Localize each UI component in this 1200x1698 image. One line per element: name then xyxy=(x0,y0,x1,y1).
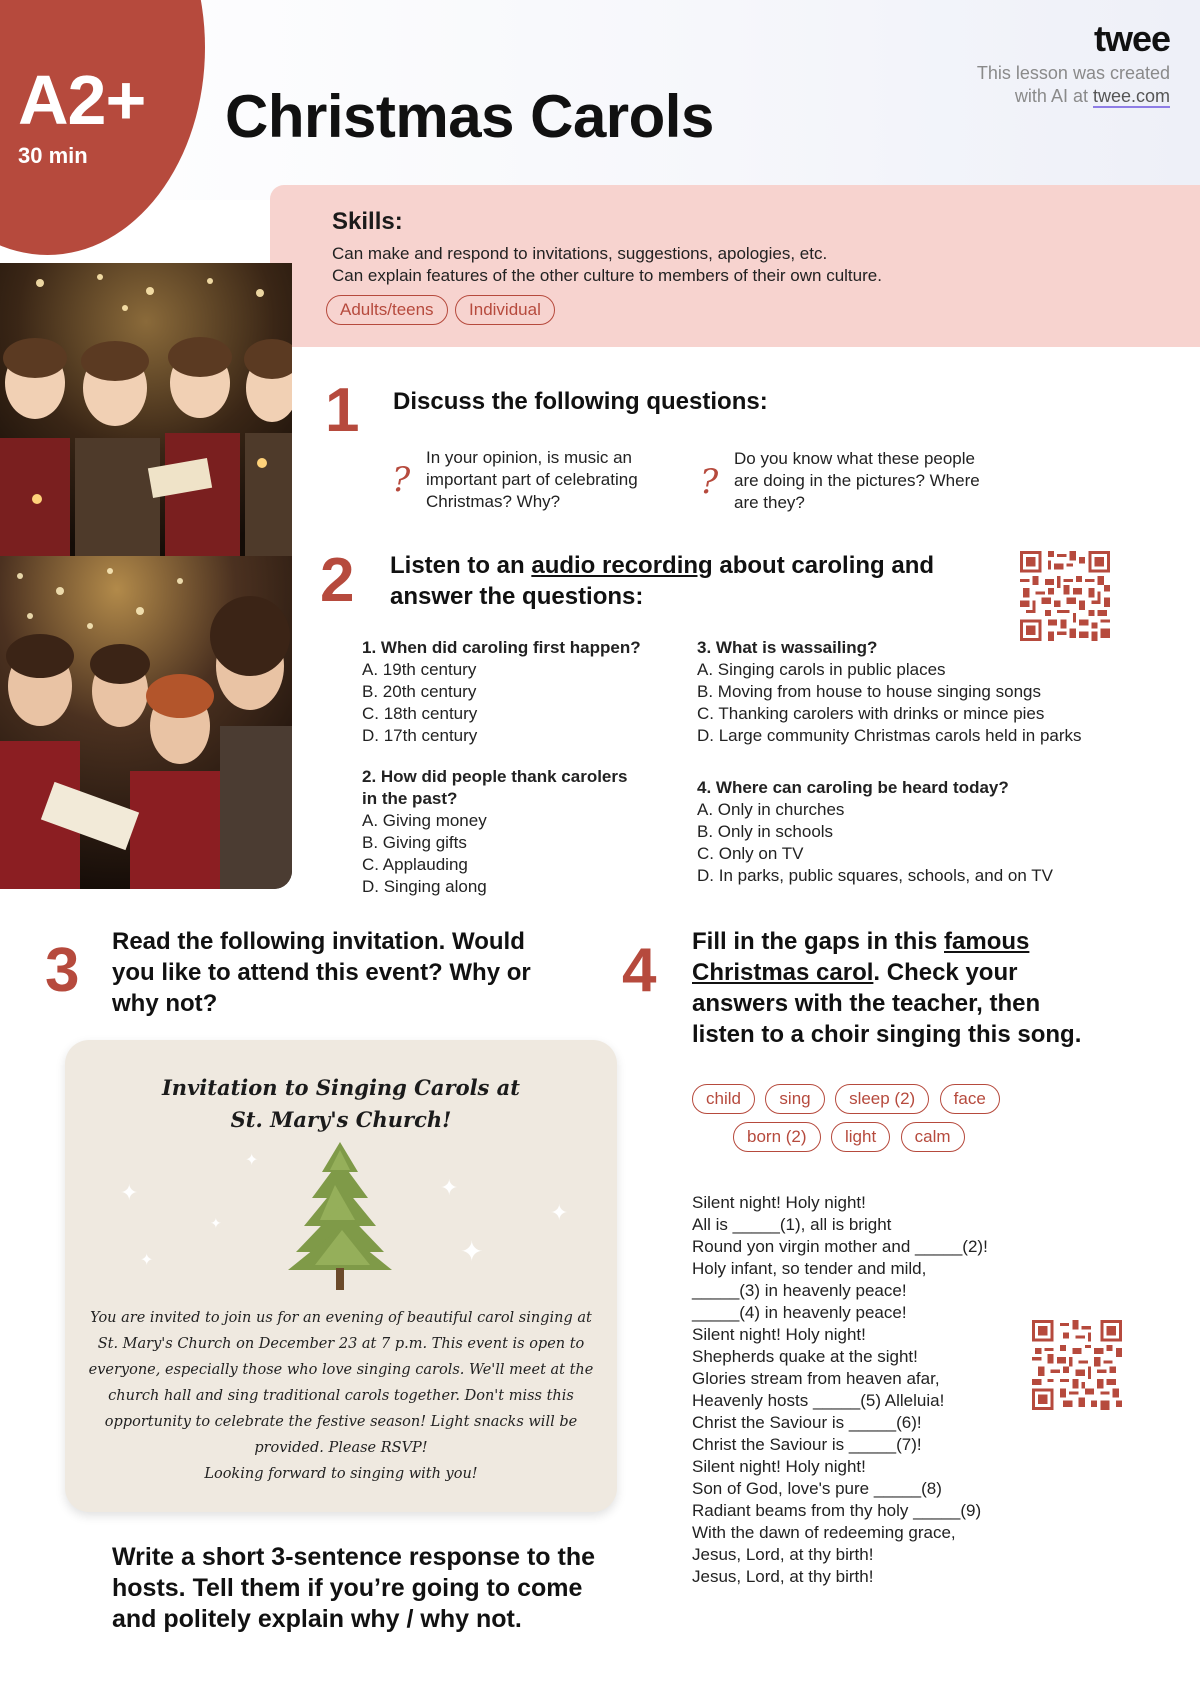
section-1-heading: Discuss the following questions: xyxy=(393,388,768,415)
question-mark-icon: ? xyxy=(700,462,719,502)
answer-option: B. Only in schools xyxy=(697,822,834,841)
lyric-line: Christ the Saviour is _____(7)! xyxy=(692,1435,922,1454)
writing-task-line: hosts. Tell them if you’re going to come xyxy=(112,1574,583,1602)
skill-tags xyxy=(326,295,555,325)
discussion-question-2 xyxy=(734,448,980,514)
lyric-line: Jesus, Lord, at thy birth! xyxy=(692,1567,874,1586)
answer-option: C. Only on TV xyxy=(697,844,804,863)
lyric-line: Christ the Saviour is _____(6)! xyxy=(692,1413,922,1432)
question-text: 3. What is wassailing? xyxy=(697,638,878,657)
page-title: Christmas Carols xyxy=(225,83,714,150)
question-line: are they? xyxy=(734,493,805,512)
heading-text: . Check your xyxy=(873,959,1018,986)
invitation-body xyxy=(88,1305,594,1487)
lyric-line: Heavenly hosts _____(5) Alleluia! xyxy=(692,1391,945,1410)
snowflake-icon: ✦ xyxy=(140,1252,154,1269)
answer-option: C. 18th century xyxy=(362,704,478,723)
answer-option: A. Singing carols in public places xyxy=(697,660,946,679)
heading-text: about caroling and xyxy=(712,552,935,579)
adults-caroling-photo xyxy=(0,556,292,889)
famous-carol-link[interactable]: famous xyxy=(944,928,1030,955)
heading-text: Listen to an xyxy=(390,552,532,579)
section-4-number: 4 xyxy=(622,936,657,1005)
invitation-line: Looking forward to singing with you! xyxy=(204,1466,478,1482)
lyric-line: Radiant beams from thy holy _____(9) xyxy=(692,1501,982,1520)
answer-option: D. 17th century xyxy=(362,726,478,745)
twee-link[interactable]: twee.com xyxy=(1092,86,1170,106)
answer-option: D. In parks, public squares, schools, and on TV xyxy=(697,866,1053,885)
lyric-line: Round yon virgin mother and _____(2)! xyxy=(692,1237,988,1256)
invitation-line: You are invited to join us for an evening of beautiful carol singing at xyxy=(90,1310,592,1326)
question-line: In your opinion, is music an xyxy=(426,448,632,467)
lyric-line: _____(3) in heavenly peace! xyxy=(692,1281,907,1300)
heading-text: answer the questions: xyxy=(390,583,644,610)
word-bank-row-1 xyxy=(692,1084,1172,1114)
invitation-line: opportunity to celebrate the festive season! Light snacks will be xyxy=(104,1414,578,1430)
word-bank-word: child xyxy=(692,1084,755,1114)
heading-text: you like to attend this event? Why or xyxy=(112,959,531,986)
answer-option: D. Singing along xyxy=(362,877,487,896)
children-singing-photo xyxy=(0,263,292,556)
answer-option: C. Applauding xyxy=(362,855,468,874)
section-2-number: 2 xyxy=(320,546,355,615)
invitation-title-line: St. Mary's Church! xyxy=(230,1107,452,1132)
word-bank-word: light xyxy=(831,1122,890,1152)
audio-qr-code[interactable] xyxy=(1020,551,1110,641)
writing-task xyxy=(112,1542,652,1635)
question-mark-icon: ? xyxy=(392,460,411,500)
heading-text: Read the following invitation. Would xyxy=(112,928,525,955)
audio-recording-link[interactable]: audio recording xyxy=(531,552,713,579)
song-qr-code[interactable] xyxy=(1032,1320,1122,1410)
twee-logo[interactable]: twee xyxy=(1093,18,1170,59)
listening-question-2 xyxy=(362,766,682,898)
skills-heading: Skills: xyxy=(332,208,403,235)
writing-task-line: and politely explain why / why not. xyxy=(112,1605,522,1633)
answer-option: B. 20th century xyxy=(362,682,477,701)
lyric-line: All is _____(1), all is bright xyxy=(692,1215,892,1234)
answer-option: B. Moving from house to house singing songs xyxy=(697,682,1041,701)
section-4-heading xyxy=(692,926,1192,1050)
invitation-line: everyone, especially those who love singing carols. We'll meet at the xyxy=(88,1362,594,1378)
credit-line-2: with AI at xyxy=(1014,86,1093,106)
word-bank-word: calm xyxy=(901,1122,965,1152)
heading-text: answers with the teacher, then xyxy=(692,990,1041,1017)
discussion-question-1 xyxy=(426,447,638,513)
question-text: 2. How did people thank carolers xyxy=(362,767,628,786)
section-3-heading xyxy=(112,926,612,1019)
invitation-title xyxy=(65,1072,617,1136)
writing-task-line: Write a short 3-sentence response to the xyxy=(112,1543,595,1571)
invitation-title-line: Invitation to Singing Carols at xyxy=(161,1075,520,1100)
section-3-number: 3 xyxy=(45,936,80,1005)
answer-option: A. Only in churches xyxy=(697,800,845,819)
ai-credit xyxy=(977,62,1170,108)
lyric-line: Silent night! Holy night! xyxy=(692,1457,866,1476)
snowflake-icon: ✦ xyxy=(245,1152,259,1169)
question-line: Christmas? Why? xyxy=(426,492,561,511)
christmas-tree-illustration xyxy=(100,1140,580,1300)
invitation-line: church hall and sing traditional carols together. Don't miss this xyxy=(108,1388,574,1404)
word-bank-word: sleep (2) xyxy=(835,1084,929,1114)
question-line: are doing in the pictures? Where xyxy=(734,471,980,490)
tag-pill: Adults/teens xyxy=(326,295,448,325)
listening-question-1 xyxy=(362,637,682,747)
lyric-line: Holy infant, so tender and mild, xyxy=(692,1259,927,1278)
answer-option: D. Large community Christmas carols held in parks xyxy=(697,726,1082,745)
snowflake-icon: ✦ xyxy=(440,1175,459,1200)
heading-text: listen to a choir singing this song. xyxy=(692,1021,1082,1048)
lyric-line: Silent night! Holy night! xyxy=(692,1325,866,1344)
duration-label: 30 min xyxy=(18,143,88,168)
answer-option: A. 19th century xyxy=(362,660,477,679)
heading-text: Fill in the gaps in this xyxy=(692,928,945,955)
section-1-number: 1 xyxy=(325,376,360,445)
question-line: important part of celebrating xyxy=(426,470,638,489)
listening-question-4 xyxy=(697,777,1157,887)
word-bank-word: born (2) xyxy=(733,1122,821,1152)
question-text: in the past? xyxy=(362,789,458,808)
snowflake-icon: ✦ xyxy=(210,1215,222,1231)
lyric-line: Silent night! Holy night! xyxy=(692,1193,866,1212)
invitation-line: provided. Please RSVP! xyxy=(254,1440,428,1456)
question-line: Do you know what these people xyxy=(734,449,975,468)
lyric-line: Shepherds quake at the sight! xyxy=(692,1347,918,1366)
lyric-line: _____(4) in heavenly peace! xyxy=(692,1303,907,1322)
snowflake-icon: ✦ xyxy=(120,1180,139,1205)
famous-carol-link[interactable]: Christmas carol xyxy=(692,959,874,986)
answer-option: B. Giving gifts xyxy=(362,833,467,852)
level-label: A2+ xyxy=(18,61,146,139)
lyric-line: Glories stream from heaven afar, xyxy=(692,1369,940,1388)
invitation-line: St. Mary's Church on December 23 at 7 p.m. This event is open to xyxy=(97,1336,585,1352)
word-bank-word: sing xyxy=(765,1084,824,1114)
question-text: 4. Where can caroling be heard today? xyxy=(697,778,1009,797)
word-bank-word: face xyxy=(940,1084,1000,1114)
heading-text: why not? xyxy=(112,990,218,1017)
question-text: 1. When did caroling first happen? xyxy=(362,638,641,657)
word-bank-row-2 xyxy=(733,1122,1173,1152)
lyric-line: With the dawn of redeeming grace, xyxy=(692,1523,956,1542)
credit-line-1: This lesson was created xyxy=(976,63,1170,83)
lyric-line: Jesus, Lord, at thy birth! xyxy=(692,1545,874,1564)
snowflake-icon: ✦ xyxy=(550,1200,569,1225)
answer-option: A. Giving money xyxy=(362,811,487,830)
lyric-line: Son of God, love's pure _____(8) xyxy=(692,1479,942,1498)
answer-option: C. Thanking carolers with drinks or mince pies xyxy=(697,704,1045,723)
skill-line: Can make and respond to invitations, suggestions, apologies, etc. xyxy=(332,244,828,263)
section-2-heading xyxy=(390,550,934,612)
skill-line: Can explain features of the other culture to members of their own culture. xyxy=(332,266,882,285)
listening-question-3 xyxy=(697,637,1157,747)
tag-pill: Individual xyxy=(455,295,555,325)
snowflake-icon: ✦ xyxy=(460,1236,484,1267)
